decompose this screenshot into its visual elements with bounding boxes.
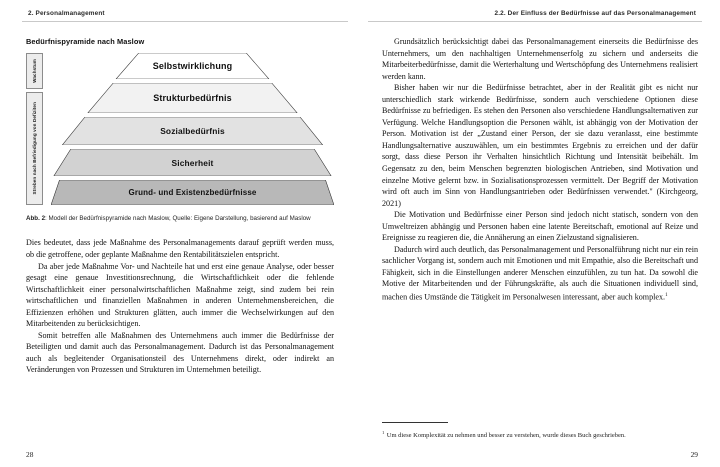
figure-caption-label: Abb. 2	[26, 215, 46, 222]
pyramid-axis-labels	[26, 53, 43, 205]
header-rule-right	[368, 21, 702, 22]
paragraph: Da aber jede Maßnahme Vor- und Nachteile hat und erst eine genaue Analyse, oder besser gesagt eine genaue Investitionsrechnung, die Wirtschaftlichkeit oder die fehlende Wirtschaftlichkeit einer personalwirtschaftlichen Maßnahme zeigt, sind zudem bei rein wirtschaftlichen und finanziellen Maßnahmen in anderen Unternehmensbereichen, die Effizienzen erhöhen und Strukturen glätten, auch immer die Wechselwirkungen auf den Mitarbeitenden zu berücksichtigen.	[26, 261, 334, 329]
footnote-area	[382, 422, 698, 441]
pyramid-tier-label-0: Selbstwirklichung	[152, 61, 233, 71]
right-page-body	[382, 36, 698, 303]
pyramid-tier-sozialbeduerfnis	[51, 117, 334, 145]
footnote-body: Um diese Komplexität zu nehmen und besser zu verstehen, wurde dieses Buch geschrieben.	[386, 432, 626, 440]
pyramid-tier-selbstverwirklichung	[51, 53, 334, 79]
footnote-separator	[382, 422, 448, 423]
pyramid-tier-strukturbeduerfnis	[51, 83, 334, 113]
axis-box-growth	[26, 53, 43, 89]
pyramid-tier-label-3: Sicherheit	[171, 157, 214, 168]
figure-title: Bedürfnispyramide nach Maslow	[26, 37, 145, 46]
pyramid-tier-label-1: Strukturbedürfnis	[153, 93, 232, 103]
axis-label-growth: Wachstum	[32, 59, 37, 83]
paragraph: Somit betreffen alle Maßnahmen des Unternehmens auch immer die Bedürfnisse der Beteiligten und damit auch das Personalmanagement. Dadurch ist das Personalmanagement auch als begleitender Organisationsteil des Unternehmens direkt, oder indirekt an Veränderungen von Prozessen und Strukturen im Unternehmen beteiligt.	[26, 330, 334, 375]
folio-left: 28	[26, 450, 34, 459]
figure-caption	[26, 214, 334, 223]
figure-maslow-pyramid	[26, 37, 334, 223]
paragraph-text: Dadurch wird auch deutlich, das Personalmanagement und Personalführung nicht nur ein rein sachlicher Vorgang ist, sondern auch mit Emotionen und mit Empathie, also die Bereitschaft und Fähigkeit, sich in die Einstellungen anderer Menschen einzufühlen, zu tun hat. Da sowohl die Motive der Mitarbeitenden und der Führungskräfte, als auch die Situationen individuell sind, machen dies Umstände die Tätigkeit im Personalwesen interessant, aber auch komplex.	[382, 244, 698, 302]
paragraph: Bisher haben wir nur die Bedürfnisse betrachtet, aber in der Realität gibt es nicht nur unterschiedlich stark wirkende Bedürfnisse, sondern auch verschiedene Optionen diese Bedürfnisse zu befriedigen. Es stehen den Personen also verschiedene Handlungsalternativen zur Verfügung. Welche Handlungsoption die Personen wählt, ist abhängig von der Motivation der Person. Motivation ist der „Zustand einer Person, der sie dazu veranlasst, eine bestimmte Handlungsalternative auszuwählen, um ein bestimmtes Ergebnis zu erreichen und der dafür sorgt, dass diese Person ihr Verhalten hinsichtlich Richtung und Intensität beibehält. Im Gegensatz zu den, beim Menschen begrenzten biologischen Antrieben, sind Motivation und einzelne Motive gelernt bzw. in Sozialisationsprozessen vermittelt. Der Begriff der Motivation wird oft auch im Sinn von Handlungsantrieben oder Bedürfnissen verwendet." (Kirchgeorg, 2021)	[382, 83, 698, 208]
pyramid-tier-sicherheit	[51, 149, 334, 176]
footnote-marker: 1	[382, 430, 385, 436]
axis-box-deficit	[26, 92, 43, 205]
footnote-reference-mark: 1	[665, 293, 668, 299]
figure-body	[26, 53, 334, 205]
running-head-right: 2.2. Der Einfluss der Bedürfnisse auf das Personalmanagement	[494, 10, 696, 17]
paragraph: Dies bedeutet, dass jede Maßnahme des Personalmanagements darauf geprüft werden muss, ob die getroffene, oder geplante Maßnahme den Rentabilitätszielen entspricht.	[26, 238, 334, 259]
axis-label-deficit: Streben nach Befriedigung von Defiziten	[32, 102, 37, 195]
running-head-left: 2. Personalmanagement	[28, 10, 105, 17]
pyramid-diagram	[51, 53, 334, 205]
figure-caption-text: : Modell der Bedürfnispyramide nach Maslow, Quelle: Eigene Darstellung, basierend auf Maslow	[45, 215, 311, 222]
pyramid-tier-label-2: Sozialbedürfnis	[160, 126, 225, 136]
paragraph-with-footnote-ref	[382, 244, 698, 303]
folio-right: 29	[690, 450, 698, 459]
page-right	[360, 0, 720, 467]
pyramid-tier-label-4: Grund- und Existenzbedürfnisse	[128, 188, 257, 197]
paragraph: Die Motivation und Bedürfnisse einer Person sind jedoch nicht statisch, sondern von den Umweltreizen abhängig und Personen haben eine latente Bereitschaft, emotional auf Reize und Ereignisse zu reagieren die, die Annäherung an einen Zielzustand signalisieren.	[382, 210, 698, 243]
left-page-body	[26, 237, 334, 376]
header-rule-left	[22, 21, 348, 22]
footnote	[382, 428, 698, 441]
pyramid-tier-grundbeduerfnisse	[51, 180, 334, 205]
paragraph: Grundsätzlich berücksichtigt dabei das Personalmanagement einerseits die Bedürfnisse des Unternehmers, um den nachhaltigen Unternehmenserfolg zu sichern und anderseits die Mitarbeiterbedürfnisse, damit die Werterhaltung und Wertschöpfung des Unternehmens realisiert werden kann.	[382, 37, 698, 81]
